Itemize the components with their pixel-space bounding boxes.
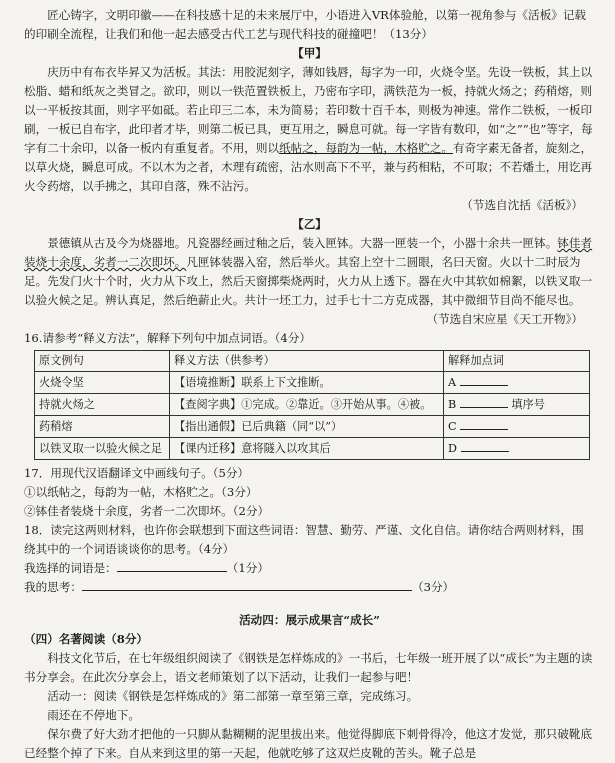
choose-label: 我选择的词语是： (24, 561, 117, 575)
section-heading: （四）名著阅读（8分） (24, 632, 149, 646)
answer-label: C (448, 420, 457, 433)
table-cell-method: 【指出通假】已后典籍（同“以”） (170, 416, 444, 438)
novel-quote-paragraph: 保尔费了好大劲才把他的一只脚从黏糊糊的泥里拔出来。他觉得脚底下刺骨得冷，他这才发觉，那只破靴底已经整个掉了下来。自从来到这里的第一天起，他就吃够了这双烂皮靴的苦头。靴子总是 (24, 727, 593, 760)
q16-table (34, 350, 590, 460)
table-header: 解释加点词 (444, 351, 590, 372)
jia-underlined-sentence: 纸帖之，每韵为一帖，木格贮之。 (279, 141, 453, 155)
table-row (35, 372, 590, 394)
q17-item: ②钵佳者装烧十余度，劣者一二次即坏。（2分） (24, 504, 270, 518)
intro-paragraph: 匠心铸字，文明印徽——在科技感十足的未来展厅中，小语进入VR体验舱，以第一视角参与《活板》记载的印刷全流程，让我们和他一起去感受古代工艺与现代科技的碰撞吧！（13分） (24, 8, 587, 41)
think-blank[interactable] (82, 578, 412, 591)
think-label: 我的思考： (24, 580, 82, 594)
yi-passage (24, 234, 595, 310)
novel-quote-line: 雨还在不停地下。 (47, 708, 140, 722)
jia-heading: 【甲】 (292, 46, 327, 60)
table-cell-method: 【查阅字典】①完成。②靠近。③开始从事。④被。 (170, 394, 444, 416)
table-cell-example: 药稍熔 (35, 416, 170, 438)
jia-passage (24, 63, 595, 196)
jia-text-before: 庆历中有布衣毕昇又为活板。其法：用胶泥刻字，薄如钱唇，每字为一印，火烧令坚。先设一铁板，其上以松脂、蜡和纸灰之类冒之。欲印，则以一铁范置铁板上，乃密布字印，满铁范为一板，持就火炀之；药稍熔，则以一平板按其面，则字平如砥。若止印三二本，未为简易；若印数十百千本，则极为神速。常作二铁板，一板印刷，一板已自布字，此印者才毕，则第二板已具，更互用之，瞬息可就。每一字皆有数印，如“之”“也”等字，每字有二十余印，以备一板内有重复者。不用，则以 (24, 65, 593, 155)
answer-blank-b[interactable] (460, 395, 508, 408)
jia-source: （节选自沈括《活板》） (461, 198, 583, 212)
table-cell-method: 【课内迁移】意将隧入以攻其后 (170, 438, 444, 460)
q18-choose-line (24, 559, 595, 578)
answer-blank-d[interactable] (461, 439, 509, 452)
yi-text-before: 景德镇从古及今为烧器地。凡瓷器经画过釉之后，装入匣钵。大器一匣装一个，小器十余共一匣钵。 (47, 236, 558, 250)
table-row (35, 416, 590, 438)
answer-cell (444, 394, 590, 416)
activity-one: 活动一：阅读《钢铁是怎样炼成的》第二部第一章至第三章，完成练习。 (47, 689, 419, 703)
answer-hint: 填序号 (511, 398, 545, 411)
table-header-row (35, 351, 590, 372)
answer-label: A (448, 376, 457, 389)
table-row (35, 394, 590, 416)
answer-label: D (448, 442, 457, 455)
choose-blank[interactable] (117, 559, 227, 572)
answer-label: B (448, 398, 457, 411)
choose-score: （1分） (226, 561, 269, 575)
yi-heading: 【乙】 (292, 217, 327, 231)
answer-cell (444, 372, 590, 394)
activity4-title: 活动四：展示成果言“成长” (239, 613, 380, 627)
q18-stem: 18．读完这两则材料，也许你会联想到下面这些词语：智慧、勤劳、严谨、文化自信。请你结合两则材料，围绕其中的一个词语谈谈你的思考。（4分） (24, 523, 584, 556)
q17-item: ①以纸帖之，每韵为一帖，木格贮之。（3分） (24, 485, 258, 499)
table-cell-method: 【语境推断】联系上下文推断。 (170, 372, 444, 394)
activity4-paragraph: 科技文化节后，在七年级组织阅读了《钢铁是怎样炼成的》一书后，七年级一班开展了以“成长”为主题的读书分享会。在此次分享会上，语文老师策划了以下活动，让我们一起参与吧！ (24, 651, 593, 684)
yi-source: （节选自宋应星《天工开物》） (426, 312, 583, 326)
table-header: 释义方法（供参考） (170, 351, 444, 372)
think-score: （3分） (411, 580, 455, 594)
table-cell-example: 火烧令坚 (35, 372, 170, 394)
table-row (35, 438, 590, 460)
answer-cell (444, 416, 590, 438)
answer-blank-a[interactable] (460, 373, 508, 386)
q17-stem: 17．用现代汉语翻译文中画线句子。（5分） (24, 466, 250, 480)
table-cell-example: 以铁叉取一以验火候之足 (35, 438, 170, 460)
answer-cell (444, 438, 590, 460)
q16-stem: 16.请参考“释义方法”，解释下列句中加点词语。（4分） (24, 331, 311, 345)
table-header: 原文例句 (35, 351, 170, 372)
table-cell-example: 持就火炀之 (35, 394, 170, 416)
yi-text-after: 凡匣钵装器入窑，然后举火。其窑上空十二圆眼，名曰天窗。火以十二时辰为足。先发门火十个时，火力从下攻上，然后天窗掷柴烧两时，火力从上透下。器在火中其软如棉絮，以铁叉取一以验火候之足。辨认真足，然后绝薪止火。共计一坯工力，过手七十二方克成器，其中微细节目尚不能尽也。 (24, 255, 593, 307)
q18-think-line (24, 578, 595, 597)
yi-wavy-sentence: 钵佳者装烧十余度，劣者一二次即坏。 (24, 236, 593, 269)
answer-blank-c[interactable] (460, 417, 508, 430)
jia-text-after: 有奇字素无备者，旋刻之，以草火烧，瞬息可成。不以木为之者，木理有疏密，沾水则高下不平，兼与药相粘，不可取；不若燔土，用讫再火令药熔，以手拂之，其印自落，殊不沾污。 (24, 141, 593, 193)
